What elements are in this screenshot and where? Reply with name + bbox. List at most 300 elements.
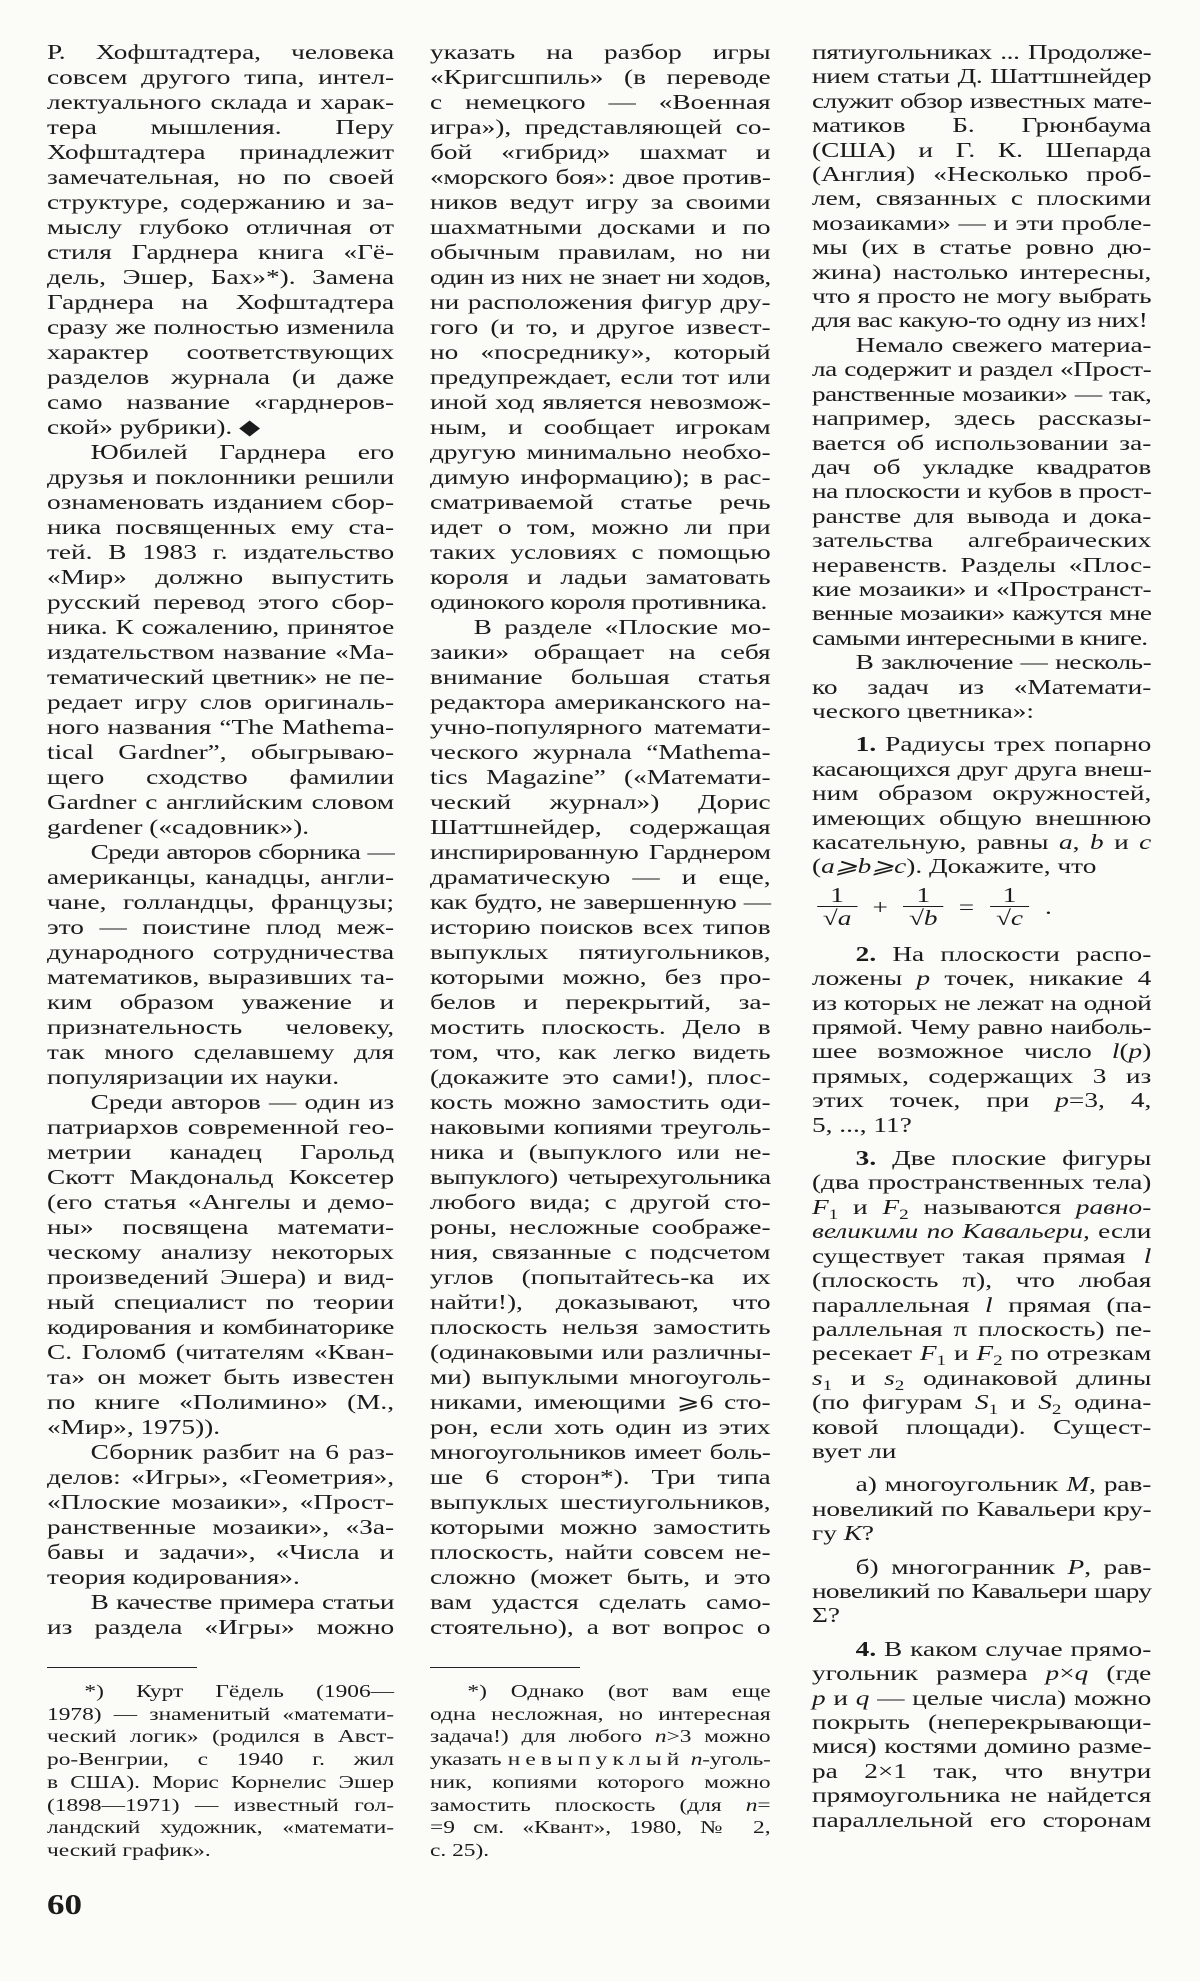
line-text <box>47 265 394 289</box>
text-line <box>812 601 1151 625</box>
line-text <box>430 1540 771 1564</box>
text-run: кодирования и комбинаторике <box>47 1315 395 1339</box>
text-run: (докажите это сами!), плос- <box>430 1065 771 1089</box>
line-text <box>47 140 394 164</box>
text-line <box>812 1268 1151 1292</box>
text-line <box>812 577 1151 601</box>
text-run: мозаиками» — и эти пробле- <box>812 210 1152 235</box>
line-text <box>430 1315 771 1339</box>
text-line <box>430 165 771 190</box>
line-text <box>430 865 771 889</box>
text-run: ознаменовать изданием сбор- <box>47 490 395 514</box>
text-run: ним образом окружностей, <box>812 781 1152 806</box>
text-run: (США) и Г. К. Шепарда <box>812 137 1152 162</box>
text-run: редает игру слов оригиналь- <box>47 690 395 714</box>
text-line <box>430 1415 771 1440</box>
text-line <box>812 1603 1151 1627</box>
text-line <box>430 215 771 240</box>
text-line <box>47 590 394 615</box>
line-text <box>47 865 394 889</box>
text-run: ческого цветника»: <box>812 698 1034 723</box>
footnote-1 <box>47 1680 394 1862</box>
text-line <box>812 1759 1151 1783</box>
text-run: «морского боя»: двое против- <box>430 165 771 189</box>
line-text <box>430 1440 771 1464</box>
text-line <box>812 854 1151 878</box>
line-text <box>812 113 1151 137</box>
text-run: ( <box>1119 1039 1129 1064</box>
text-run: — целые числа) можно <box>869 1685 1152 1710</box>
text-run: ро-Венгрии, с 1940 г. жил <box>47 1749 395 1770</box>
paragraph <box>47 1440 394 1590</box>
text-line <box>430 1703 771 1726</box>
line-text <box>84 1681 394 1701</box>
text-run: «Плоские мозаики», «Прост- <box>47 1490 395 1514</box>
text-line <box>430 1190 771 1215</box>
text-run: ния, связанные с подсчетом <box>430 1240 771 1264</box>
text-run: В заключение — несколь- <box>855 650 1152 675</box>
text-line <box>430 1771 771 1794</box>
text-run: чане, голландцы, французы; <box>47 890 395 914</box>
line-text <box>47 965 394 989</box>
text-line <box>47 1590 394 1615</box>
line-text <box>430 965 771 989</box>
line-text <box>812 504 1151 528</box>
text-run: само название «гарднеров- <box>47 390 395 414</box>
text-line <box>430 1340 771 1365</box>
line-text <box>812 1113 912 1137</box>
text-run: Скотт Макдональд Коксетер <box>47 1165 395 1189</box>
text-run: делов: «Игры», «Геометрия», <box>47 1465 395 1489</box>
text-line <box>812 1497 1151 1521</box>
text-run: и <box>946 1341 977 1366</box>
text-run: бавы и задачи», «Числа и <box>47 1540 395 1564</box>
line-text <box>812 806 1151 830</box>
line-text <box>856 1472 1152 1496</box>
line-text <box>430 1590 771 1614</box>
text-run: (1898—1971) — известный гол- <box>47 1794 395 1815</box>
math-variable: s <box>884 1365 895 1390</box>
line-text <box>47 290 394 314</box>
line-text <box>47 1390 394 1414</box>
text-run: служит обзор известных мате- <box>812 88 1152 113</box>
text-run: найти!), доказывают, что <box>430 1290 771 1314</box>
text-run: касающихся друг друга внеш- <box>812 756 1152 781</box>
text-line <box>47 1415 394 1440</box>
text-run: (его статья «Ангелы и демо- <box>47 1190 395 1214</box>
text-run: (по фигурам <box>812 1390 975 1415</box>
text-line <box>812 431 1151 455</box>
line-text <box>430 1290 771 1314</box>
line-text <box>430 240 771 264</box>
text-line <box>47 815 394 840</box>
text-line <box>47 1748 394 1771</box>
text-line <box>812 1734 1151 1758</box>
text-run: гого (и то, и другое извест- <box>430 315 771 339</box>
paragraph <box>430 40 771 615</box>
text-run: инспирированную Гарднером <box>430 840 771 864</box>
text-run: лектуального склада и харак- <box>47 90 395 114</box>
text-line <box>430 1465 771 1490</box>
text-run: учно-популярного математи- <box>430 715 771 739</box>
text-run: ны» посвящена математи- <box>47 1215 395 1239</box>
text-line <box>430 1090 771 1115</box>
line-text <box>856 1637 1152 1661</box>
line-text <box>47 565 394 589</box>
text-run: любого вида; с другой сто- <box>430 1190 771 1214</box>
text-run: ресекает <box>812 1341 920 1366</box>
line-text <box>47 165 394 189</box>
text-run: называются <box>908 1194 1076 1219</box>
text-line <box>47 365 394 390</box>
line-text <box>47 465 394 489</box>
math-variable: p <box>812 1685 826 1710</box>
line-text <box>812 284 1151 308</box>
text-run: мыслу глубоко отличная от <box>47 215 395 239</box>
text-run: Среди авторов — один из <box>90 1090 395 1114</box>
text-line <box>47 890 394 915</box>
math-variable: F <box>919 1341 937 1366</box>
math-variable: S <box>974 1390 989 1415</box>
math-variable: M <box>1066 1472 1090 1497</box>
text-line <box>430 815 771 840</box>
text-run: тера мышления. Перу <box>47 115 395 139</box>
math-variable: p <box>1128 1039 1143 1064</box>
text-line <box>812 528 1151 552</box>
text-run: раллельная π плоскость) пе- <box>812 1316 1152 1341</box>
text-line <box>430 1015 771 1040</box>
line-text <box>856 650 1152 674</box>
text-line <box>812 991 1151 1015</box>
line-text <box>812 699 1034 723</box>
text-line <box>430 1165 771 1190</box>
text-run: задача!) для любого <box>430 1726 655 1747</box>
text-line <box>812 1637 1151 1661</box>
line-text <box>430 265 771 289</box>
text-line <box>430 1240 771 1265</box>
text-run: ла содержит и раздел «Прост- <box>812 357 1152 382</box>
math-variable: n <box>745 1794 758 1815</box>
text-line <box>430 65 771 90</box>
text-run: пятиугольниках ... Продолже- <box>812 40 1152 64</box>
line-text <box>47 415 260 439</box>
line-text <box>47 1540 394 1564</box>
math-variable: l <box>1111 1039 1120 1064</box>
line-text <box>47 690 394 714</box>
text-line <box>47 165 394 190</box>
line-text <box>474 615 771 639</box>
text-run: жина) настолько интересны, <box>812 259 1152 284</box>
text-line <box>47 1490 394 1515</box>
text-run: ). Докажите, что <box>906 854 1097 879</box>
text-run: В разделе «Плоские мо- <box>473 615 771 639</box>
text-run: игра»), представляющей со- <box>430 115 771 139</box>
line-text <box>47 1490 394 1514</box>
text-line <box>430 690 771 715</box>
line-text <box>430 990 771 1014</box>
text-line <box>812 1146 1151 1170</box>
line-text <box>812 830 1151 854</box>
line-text <box>430 1365 771 1389</box>
text-run: *) Однако (вот вам еще <box>467 1681 771 1701</box>
text-line <box>47 1265 394 1290</box>
line-text <box>430 1065 771 1089</box>
math-variable: F <box>812 1194 829 1219</box>
text-run: ческого журнала “Mathema- <box>430 740 771 764</box>
numerator: 1 <box>903 884 943 907</box>
subscript: 2 <box>1051 1402 1062 1419</box>
text-line <box>430 615 771 640</box>
text-run: замечательная, но по своей <box>47 165 395 189</box>
text-run: этих точек, при <box>812 1088 1056 1113</box>
text-run: ческий логик» (родился в Авст- <box>47 1726 395 1747</box>
line-text <box>856 333 1152 357</box>
text-line <box>47 615 394 640</box>
text-line <box>430 790 771 815</box>
text-line <box>812 553 1151 577</box>
text-column-2 <box>430 40 771 1640</box>
text-run: а) многоугольник <box>855 1472 1067 1497</box>
text-run: ни расположения фигур дру- <box>430 290 771 314</box>
line-text <box>47 1290 394 1314</box>
text-run: ской» рубрики). ◆ <box>47 415 261 439</box>
line-text <box>812 1521 874 1545</box>
line-text <box>47 65 394 89</box>
line-text <box>47 715 394 739</box>
text-run: венные мозаики» кажутся мне <box>812 601 1152 626</box>
line-text <box>812 382 1151 406</box>
denominator: √b <box>908 906 938 931</box>
paragraph <box>812 650 1151 723</box>
text-run: так много сделавшему для <box>47 1040 395 1064</box>
text-run: 5, ..., 11? <box>812 1112 912 1137</box>
text-line <box>430 590 771 615</box>
text-run: ( <box>812 854 822 879</box>
line-text <box>812 1170 1151 1194</box>
line-text <box>430 740 771 764</box>
paragraph <box>812 942 1151 1137</box>
operator: = <box>958 894 975 919</box>
line-text <box>47 1215 394 1239</box>
text-line <box>430 940 771 965</box>
line-text <box>812 479 1151 503</box>
text-run: =3, 4, <box>1068 1088 1152 1113</box>
text-line <box>47 690 394 715</box>
line-text <box>812 1088 1151 1112</box>
paragraph <box>430 615 771 1640</box>
text-line <box>430 265 771 290</box>
text-run: новеликий по Кавальери кру- <box>812 1496 1152 1521</box>
text-run: шахматными досками и по <box>430 215 771 239</box>
line-text <box>47 515 394 539</box>
operator: . <box>1044 894 1052 919</box>
text-run: новеликий по Кавальери шару <box>812 1578 1152 1603</box>
text-line <box>812 699 1151 723</box>
problem-number: 3. <box>855 1146 877 1171</box>
text-run: из раздела «Игры» можно <box>47 1615 395 1639</box>
text-run: ческий график». <box>47 1839 211 1860</box>
line-text <box>47 1140 394 1164</box>
line-text <box>47 1165 394 1189</box>
text-run: зательства алгебраических <box>812 528 1152 553</box>
line-text <box>430 1340 771 1364</box>
line-text <box>47 540 394 564</box>
text-run: вается об использовании за- <box>812 430 1152 455</box>
text-line <box>430 390 771 415</box>
text-line <box>812 333 1151 357</box>
line-text <box>91 440 394 464</box>
line-text <box>430 815 771 839</box>
text-run: один из них не знает ни ходов, <box>430 265 771 289</box>
line-text <box>812 854 1096 878</box>
text-run: ше 6 сторон*). Три типа <box>430 1465 771 1489</box>
text-line <box>812 732 1151 756</box>
text-line <box>430 640 771 665</box>
numerator: 1 <box>817 884 857 907</box>
text-line <box>812 1194 1152 1224</box>
text-run: прямая (па- <box>992 1292 1152 1317</box>
line-text <box>430 1615 771 1639</box>
text-run: стиля Гарднера книга «Гё- <box>47 240 395 264</box>
text-line <box>812 966 1151 990</box>
line-text <box>430 1490 771 1514</box>
text-line <box>47 1015 394 1040</box>
line-text <box>430 640 771 664</box>
line-text <box>812 577 1151 601</box>
text-run: и <box>838 1194 883 1219</box>
line-text <box>47 1615 394 1639</box>
line-text <box>812 40 1151 64</box>
line-text <box>812 308 1147 332</box>
text-line <box>47 990 394 1015</box>
text-line <box>812 830 1151 854</box>
line-text <box>430 390 771 414</box>
line-text <box>91 1440 394 1464</box>
line-text <box>91 1590 394 1614</box>
line-text <box>47 1340 394 1364</box>
line-text <box>430 565 771 589</box>
text-run: белов и перекрытий, за- <box>430 990 771 1014</box>
text-run: Σ? <box>812 1603 841 1628</box>
text-run: прямоугольника не найдется <box>812 1783 1152 1808</box>
text-run: вует ли <box>812 1438 897 1463</box>
line-text <box>812 1293 1151 1317</box>
line-text <box>430 290 771 314</box>
text-line <box>812 1390 1152 1419</box>
text-run: признательность человеку, <box>47 1015 395 1039</box>
fraction <box>817 884 857 929</box>
text-run: вам удастся сделать само- <box>430 1590 771 1614</box>
text-line <box>47 240 394 265</box>
text-run: параллельной его сторонам <box>812 1807 1152 1832</box>
text-line <box>812 757 1151 781</box>
line-text <box>47 1415 220 1439</box>
text-run: популяризации их науки. <box>47 1065 340 1089</box>
text-line <box>430 315 771 340</box>
line-text <box>812 781 1151 805</box>
line-text <box>430 1190 771 1214</box>
text-line <box>47 1680 394 1703</box>
line-text <box>812 1734 1151 1758</box>
text-run: редактора американского на- <box>430 690 771 714</box>
line-text <box>47 1749 394 1769</box>
paragraph <box>47 1590 394 1640</box>
text-line <box>430 1590 771 1615</box>
text-line <box>430 565 771 590</box>
subscript: 2 <box>894 1377 905 1394</box>
math-variable: великими по Кавальери, <box>812 1219 1090 1244</box>
text-line <box>812 211 1151 235</box>
text-run: ческий журнал») Дорис <box>430 790 771 814</box>
line-text <box>430 65 771 89</box>
text-line <box>430 290 771 315</box>
line-text <box>430 165 771 189</box>
text-line <box>430 40 771 65</box>
text-line <box>812 455 1151 479</box>
line-text <box>812 757 1151 781</box>
text-line <box>47 1440 394 1465</box>
text-run: Немало свежего материа- <box>855 332 1152 357</box>
line-text <box>812 1579 1151 1603</box>
text-run: друзья и поклонники решили <box>47 465 395 489</box>
math-variable: F <box>882 1194 900 1219</box>
text-run: выпуклых пятиугольников, <box>430 940 771 964</box>
line-text <box>812 1194 1152 1224</box>
line-text <box>47 1115 394 1139</box>
line-text <box>812 601 1151 625</box>
text-line <box>47 1515 394 1540</box>
text-run: димую информацию); в рас- <box>430 465 771 489</box>
text-run: заики» обращает на себя <box>430 640 771 664</box>
text-line <box>430 840 771 865</box>
line-text <box>812 1268 1151 1292</box>
text-run: том, что, как легко видеть <box>430 1040 771 1064</box>
text-line <box>47 1065 394 1090</box>
spaced-text: невыпуклый <box>507 1749 685 1770</box>
text-line <box>430 1290 771 1315</box>
text-line <box>430 1265 771 1290</box>
text-line <box>430 90 771 115</box>
line-text <box>430 940 771 964</box>
text-run: это — поистине плод меж- <box>47 915 395 939</box>
math-variable: p <box>1045 1661 1060 1686</box>
line-text <box>47 1040 394 1064</box>
text-run: прямых, содержащих 3 из <box>812 1063 1152 1088</box>
text-run: тей. В 1983 г. издательство <box>47 540 395 564</box>
text-run: В каком случае прямо- <box>876 1636 1152 1661</box>
text-run: имеющих общую внешнюю <box>812 805 1152 830</box>
text-run: идет о том, можно ли при <box>430 515 771 539</box>
line-text <box>430 590 767 614</box>
text-line <box>812 40 1151 64</box>
line-text <box>47 190 394 214</box>
text-run: одна несложная, но интересная <box>430 1703 771 1724</box>
text-run: Хофштадтера принадлежит <box>47 140 395 164</box>
text-run: по отрезкам <box>1002 1341 1152 1366</box>
text-line <box>47 1540 394 1565</box>
text-run: одинокого короля противника. <box>430 590 767 614</box>
text-run: указать на разбор игры <box>430 40 771 64</box>
text-line <box>812 626 1151 650</box>
line-text <box>812 357 1151 381</box>
text-line <box>47 315 394 340</box>
text-run: таких условиях с помощью <box>430 540 771 564</box>
math-variable: n <box>690 1749 703 1770</box>
text-line <box>47 465 394 490</box>
text-run: самыми интересными в книге. <box>812 625 1148 650</box>
text-line <box>47 1725 394 1748</box>
line-text <box>856 1146 1152 1170</box>
